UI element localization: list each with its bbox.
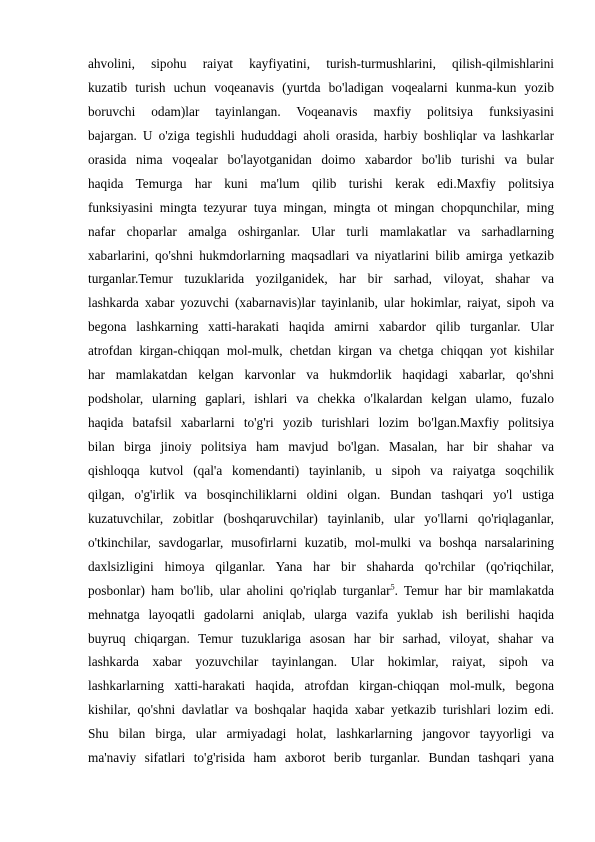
text-line: daxlsizligini himoya qilganlar. Yana har bir shaharda qo'rchilar (qo'riqchilar, [88, 558, 554, 574]
text-line-with-footnote [88, 579, 554, 603]
text-line: lashkarlarning xatti-harakati haqida, atrofdan kirgan-chiqqan mol-mulk, begona [88, 678, 554, 694]
text-line: orasida nima voqealar bo'layotganidan doimo xabardor bo'lib turishi va bular [88, 151, 554, 167]
text-line: haqida batafsil xabarlarni to'g'ri yozib turishlari lozim bo'lgan.Maxfiy politsiya [88, 415, 554, 431]
text-line: xabarlarini, qo'shni hukmdorlarning maqsadlari va niyatlarini bilib amirga yetkazib [88, 247, 554, 263]
text-line: bajargan. U o'ziga tegishli hududdagi aholi orasida, harbiy boshliqlar va lashkarlar [88, 127, 554, 143]
text-line: atrofdan kirgan-chiqqan mol-mulk, chetdan kirgan va chetga chiqqan yot kishilar [88, 343, 554, 359]
text-line: haqida Temurga har kuni ma'lum qilib turishi kerak edi.Maxfiy politsiya [88, 175, 554, 191]
text-line: qishloqqa kutvol (qal'a komendanti) tayinlanib, u sipoh va raiyatga soqchilik [88, 462, 554, 478]
text-line: buyruq chiqargan. Temur tuzuklariga asosan har bir sarhad, viloyat, shahar va [88, 630, 554, 646]
text-line: podsholar, ularning gaplari, ishlari va chekka o'lkalardan kelgan ulamo, fuzalo [88, 391, 554, 407]
text-line: kuzatib turish uchun voqeanavis (yurtda bo'ladigan voqealarni kunma-kun yozib [88, 79, 554, 95]
text-segment: . Temur har bir mamlakatda [394, 582, 555, 598]
text-line: ma'naviy sifatlari to'g'risida ham axborot berib turganlar. Bundan tashqari yana [88, 750, 554, 766]
text-line: har mamlakatdan kelgan karvonlar va hukmdorlik haqidagi xabarlar, qo'shni [88, 367, 554, 383]
footnote-ref: 5 [390, 582, 395, 592]
text-line: lashkarda xabar yozuvchi (xabarnavis)lar tayinlanib, ular hokimlar, raiyat, sipoh va [88, 295, 554, 311]
text-line: qilgan, o'g'irlik va bosqinchiliklarni oldini olgan. Bundan tashqari yo'l ustiga [88, 486, 554, 502]
text-line: ahvolini, sipohu raiyat kayfiyatini, turish-turmushlarini, qilish-qilmishlarini [88, 56, 554, 71]
text-segment: posbonlar) ham bo'lib, ular aholini qo'riqlab turganlar [88, 582, 391, 598]
text-line: nafar choparlar amalga oshirganlar. Ular turli mamlakatlar va sarhadlarning [88, 223, 554, 239]
text-line: funksiyasini mingta tezyurar tuya mingan, mingta ot mingan chopqunchilar, ming [88, 199, 554, 215]
text-line: o'tkinchilar, savdogarlar, musofirlarni kuzatib, mol-mulki va boshqa narsalarining [88, 534, 554, 550]
text-line: bilan birga jinoiy politsiya ham mavjud bo'lgan. Masalan, har bir shahar va [88, 439, 554, 454]
text-line: kuzatuvchilar, zobitlar (boshqaruvchilar) tayinlanib, ular yo'llarni qo'riqlaganlar, [88, 510, 554, 526]
text-line: boruvchi odam)lar tayinlangan. Voqeanavis maxfiy politsiya funksiyasini [88, 103, 554, 119]
text-line: lashkarda xabar yozuvchilar tayinlangan. Ular hokimlar, raiyat, sipoh va [88, 654, 554, 670]
text-line: begona lashkarning xatti-harakati haqida amirni xabardor qilib turganlar. Ular [88, 319, 554, 335]
text-line: mehnatga layoqatli gadolarni aniqlab, ularga vazifa yuklab ish berilishi haqida [88, 606, 554, 622]
body-text [88, 52, 554, 770]
text-line: kishilar, qo'shni davlatlar va boshqalar haqida xabar yetkazib turishlari lozim edi. [88, 702, 554, 718]
text-line: turganlar.Temur tuzuklarida yozilganidek, har bir sarhad, viloyat, shahar va [88, 271, 554, 287]
text-line: Shu bilan birga, ular armiyadagi holat, lashkarlarning jangovor tayyorligi va [88, 726, 554, 742]
